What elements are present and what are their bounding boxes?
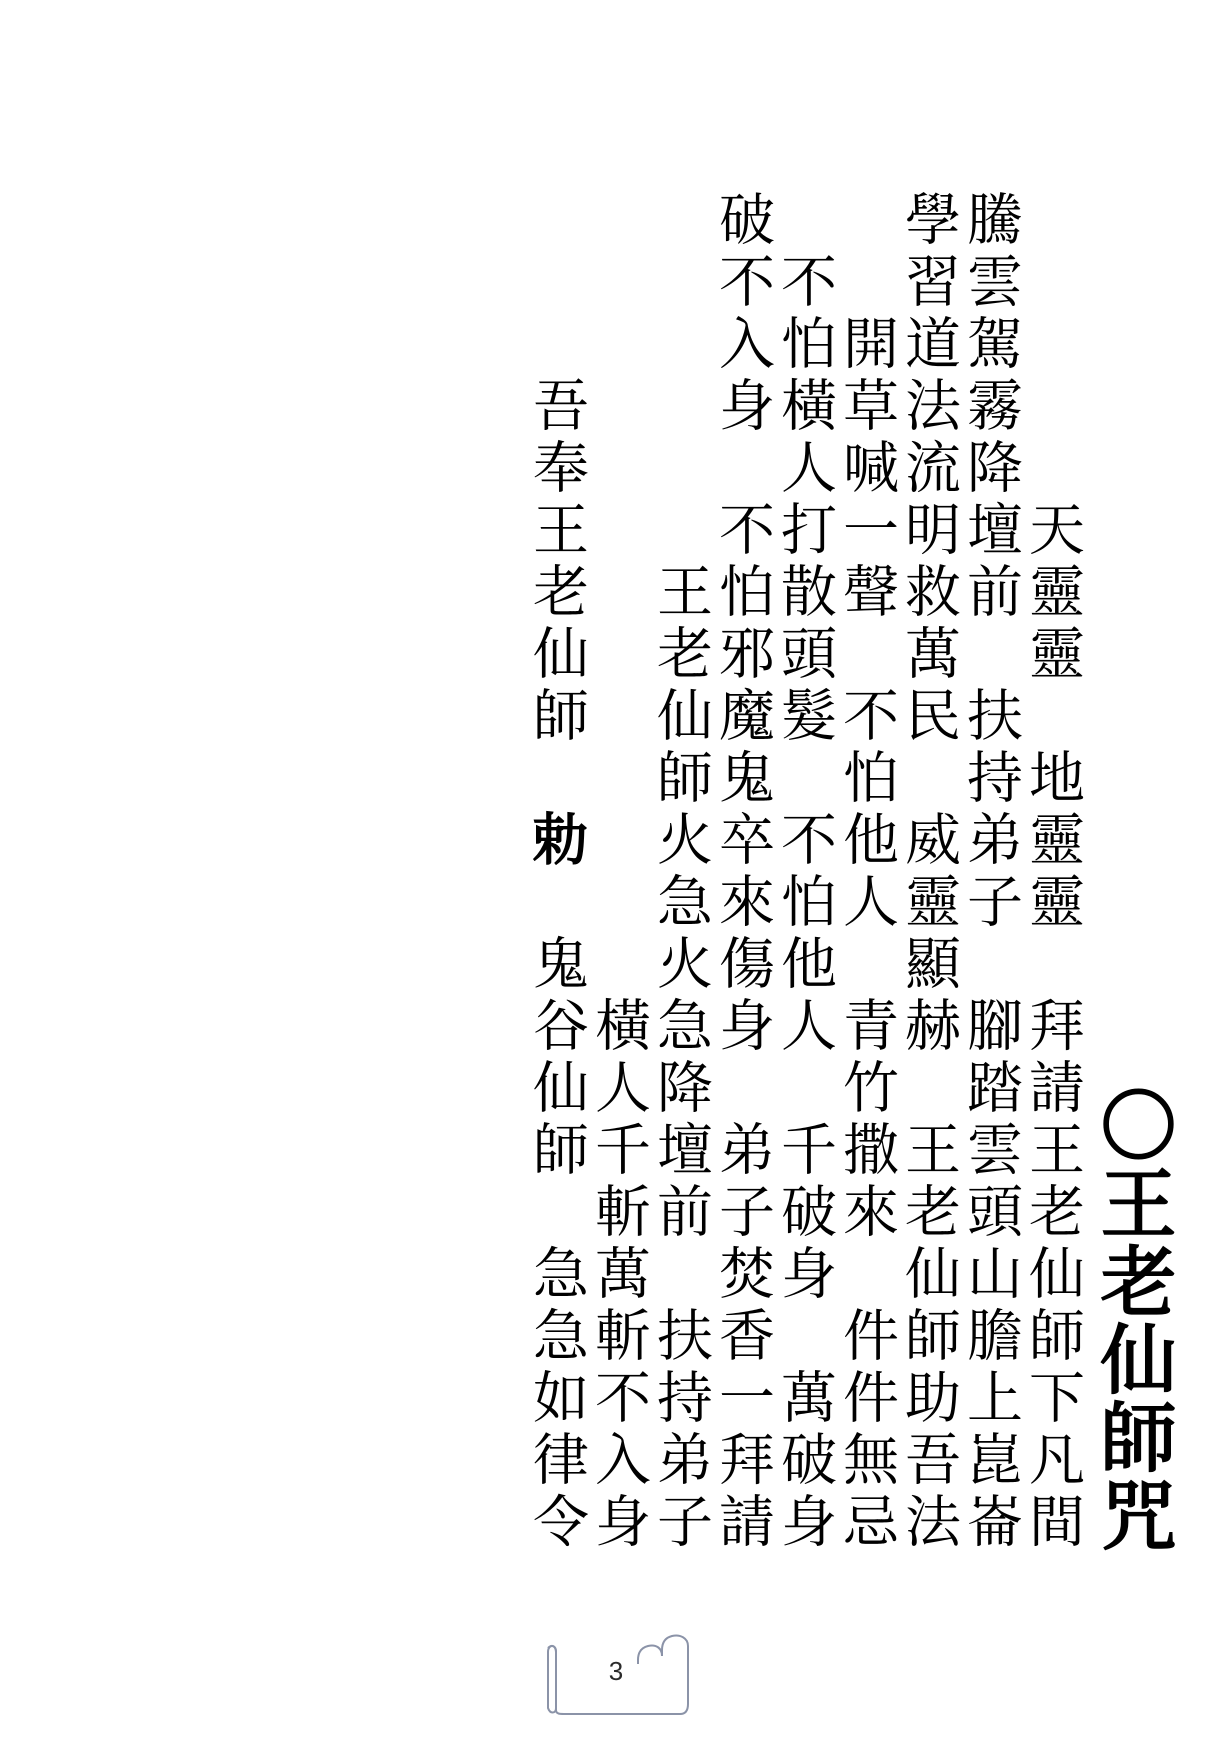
page-number: 3 bbox=[608, 1656, 624, 1686]
text-column-6: 破不入身 不怕邪魔鬼卒來傷身 弟子焚香一拜請 bbox=[710, 190, 775, 1554]
text-column-9: 吾奉王老仙師 勅 鬼谷仙師 急急如律令 bbox=[523, 376, 589, 1554]
text-column-4: 開草喊一聲 不怕他人 青竹撒來 件件無忌 bbox=[834, 314, 899, 1554]
page-number-ribbon bbox=[530, 1622, 702, 1718]
vertical-text-block bbox=[60, 60, 1177, 1554]
text-column-1: 天靈靈 地靈靈 拜請王老仙師下凡間 bbox=[1020, 500, 1085, 1554]
text-column-8: 橫人千斬萬斬不入身 bbox=[586, 996, 651, 1554]
text-column-5: 不怕橫人打散頭髮 不怕他人 千破身 萬破身 bbox=[772, 252, 837, 1554]
text-column-2: 騰雲駕霧降壇前 扶持弟子 腳踏雲頭山膽上崑崙 bbox=[958, 190, 1023, 1554]
incantation-title: 〇王老仙師咒 bbox=[1088, 1086, 1177, 1554]
text-column-3: 學習道法流明救萬民 威靈顯赫 王老仙師助吾法 bbox=[896, 190, 961, 1554]
text-column-7: 王老仙師火急火急降壇前 扶持弟子 bbox=[648, 562, 713, 1554]
